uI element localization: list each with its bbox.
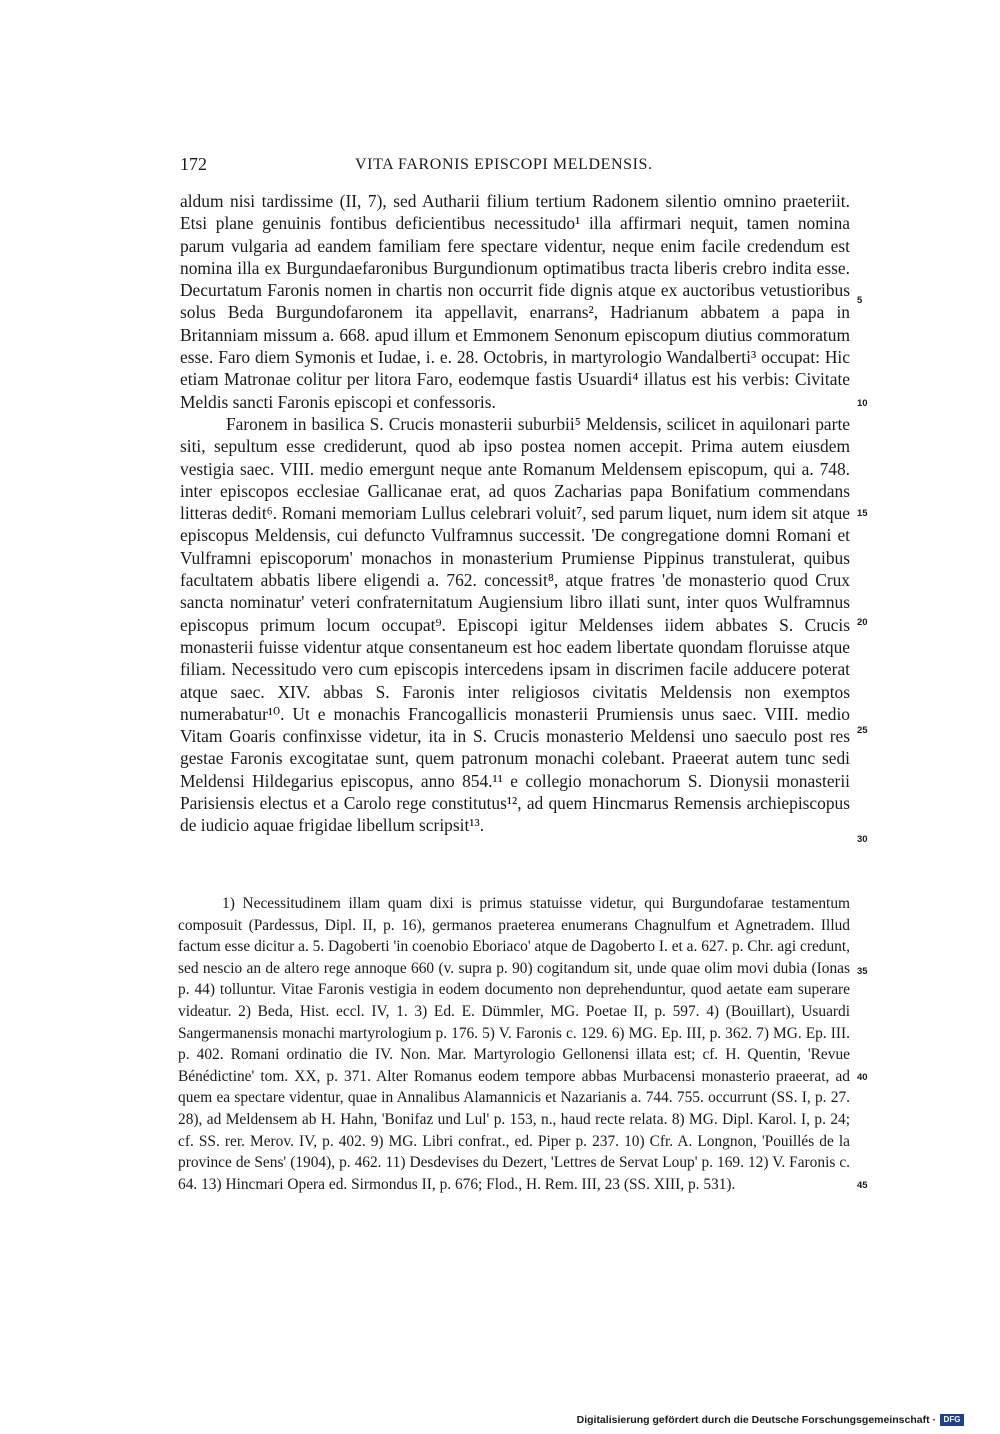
line-number-20: 20	[857, 617, 868, 628]
line-number-25: 25	[857, 725, 868, 736]
line-number-30: 30	[857, 834, 868, 845]
line-number-35: 35	[857, 966, 868, 977]
digitization-footer	[577, 1414, 964, 1426]
paragraph-1: aldum nisi tardissime (II, 7), sed Autharii filium tertium Radonem silentio omnino praeteriit. Etsi plane genuinis fontibus deficientibus necessitudo¹ illa affirmari nequit, tamen nomina parum vulgaria ad eandem familiam fere spectare videntur, neque enim facile credendum est nomina illa ex Burgundaefaronibus Burgundionum optimatibus tracta liberis crebro indita esse. Decurtatum Faronis nomen in chartis non occurrit fide dignis atque ex auctoribus vetustioribus solus Beda Burgundofaronem ita appellavit, enarrans², Hadrianum abbatem a papa in Britanniam missum a. 668. apud illum et Emmonem Senonum episcopum diutius commoratum esse. Faro diem Symonis et Iudae, i. e. 28. Octobris, in martyrologio Wandalberti³ occupat: Hic etiam Matronae colitur per litora Faro, eodemque fastis Usuardi⁴ illatus est his verbis: Civitate Meldis sancti Faronis episcopi et confessoris.	[180, 191, 850, 412]
line-number-15: 15	[857, 508, 868, 519]
line-number-45: 45	[857, 1180, 868, 1191]
footnotes	[178, 893, 850, 1195]
dfg-logo: DFG	[940, 1414, 964, 1426]
footnote-text: 1) Necessitudinem illam quam dixi is primus statuisse videtur, qui Burgundofarae testamentum composuit (Pardessus, Dipl. II, p. 16), germanos praeterea enumerans Chagnulfum et Agnetradem. Illud factum esse dicitur a. 5. Dagoberti 'in coenobio Eboriaco' atque de Dagoberto I. et a. 627. p. Chr. agi credunt, sed nescio an de altero rege annoque 660 (v. supra p. 90) cogitandum sit, unde quae olim movi dubia (Ionas p. 44) tolluntur. Vitae Faronis vestigia in eodem documento non deprehenduntur, quod aetate eam superare videatur. 2) Beda, Hist. eccl. IV, 1. 3) Ed. E. Dümmler, MG. Poetae II, p. 597. 4) (Bouillart), Usuardi Sangermanensis monachi martyrologium p. 176. 5) V. Faronis c. 129. 6) MG. Ep. III, p. 362. 7) MG. Ep. III. p. 402. Romani ordinatio die IV. Non. Mar. Martyrologio Gellonensi illata est; cf. H. Quentin, 'Revue Bénédictine' tom. XX, p. 371. Alter Romanus eodem tempore abbas Murbacensi monasterio praeerat, ad quem ea spectare videntur, quae in Annalibus Alamannicis et Nazarianis a. 744. 755. occurrunt (SS. I, p. 27. 28), ad Meldensem ab H. Hahn, 'Bonifaz und Lul' p. 153, n., haud recte relata. 8) MG. Dipl. Karol. I, p. 24; cf. SS. rer. Merov. IV, p. 402. 9) MG. Libri confrat., ed. Piper p. 237. 10) Cfr. A. Longnon, 'Pouillés de la province de Sens' (1904), p. 462. 11) Desdevises du Dezert, 'Lettres de Servat Loup' p. 169. 12) V. Faronis c. 64. 13) Hincmari Opera ed. Sirmondus II, p. 676; Flod., H. Rem. III, 23 (SS. XIII, p. 531).	[178, 895, 850, 1193]
line-number-5: 5	[857, 295, 863, 306]
page-number: 172	[180, 154, 207, 174]
line-number-40: 40	[857, 1072, 868, 1083]
line-number-10: 10	[857, 398, 868, 409]
digitization-note: Digitalisierung gefördert durch die Deutsche Forschungsgemeinschaft ·	[576, 1414, 936, 1426]
running-title: VITA FARONIS EPISCOPI MELDENSIS.	[355, 156, 653, 173]
main-text	[180, 190, 850, 837]
paragraph-2: Faronem in basilica S. Crucis monasterii suburbii⁵ Meldensis, scilicet in aquilonari parte siti, sepultum esse crediderunt, quod ab ipso postea nomen accepit. Prima autem eiusdem vestigia saec. VIII. medio emergunt neque ante Romanum Meldensem episcopum, qui a. 748. inter episcopos ecclesiae Gallicanae erat, ad quos Zacharias papa Bonifatium commendans litteras dedit⁶. Romani memoriam Lullus celebrari voluit⁷, sed parum liquet, num idem sit atque episcopus Meldensis, cui defuncto Vulframnus successit. 'De congregatione domni Romani et Vulframni episcoporum' monachos in monasterium Prumiense Pippinus transtulerat, quibus facultatem abbatis libere eligendi a. 762. concessit⁸, atque fratres 'de monasterio quod Crux sancta nominatur' veteri confraternitatum Augiensium libro illati sunt, inter quos Wulframnus episcopus primum locum occupat⁹. Episcopi igitur Meldenses iidem abbates S. Crucis monasterii fuisse videntur atque consentaneum est hoc eadem libertate quondam floruisse atque filiam. Necessitudo vero cum episcopis intercedens ipsam in discrimen facile adducere poterat atque saec. XIV. abbas S. Faronis inter religiosos civitatis Meldensis non exemptos numerabatur¹⁰. Ut e monachis Francogallicis monasterii Prumiensis unus saec. VIII. medio Vitam Goaris confinxisse videtur, ita in S. Crucis monasterio Meldensi uno saeculo post res gestae Faronis excogitatae sunt, quem patronum monachi colebant. Praeerat autem tunc sedi Meldensi Hildegarius episcopus, anno 854.¹¹ e collegio monachorum S. Dionysii monasterii Parisiensis electus et a Carolo rege constitutus¹², ad quem Hincmarus Remensis archiepiscopus de iudicio aquae frigidae libellum scripsit¹³.	[180, 413, 850, 836]
